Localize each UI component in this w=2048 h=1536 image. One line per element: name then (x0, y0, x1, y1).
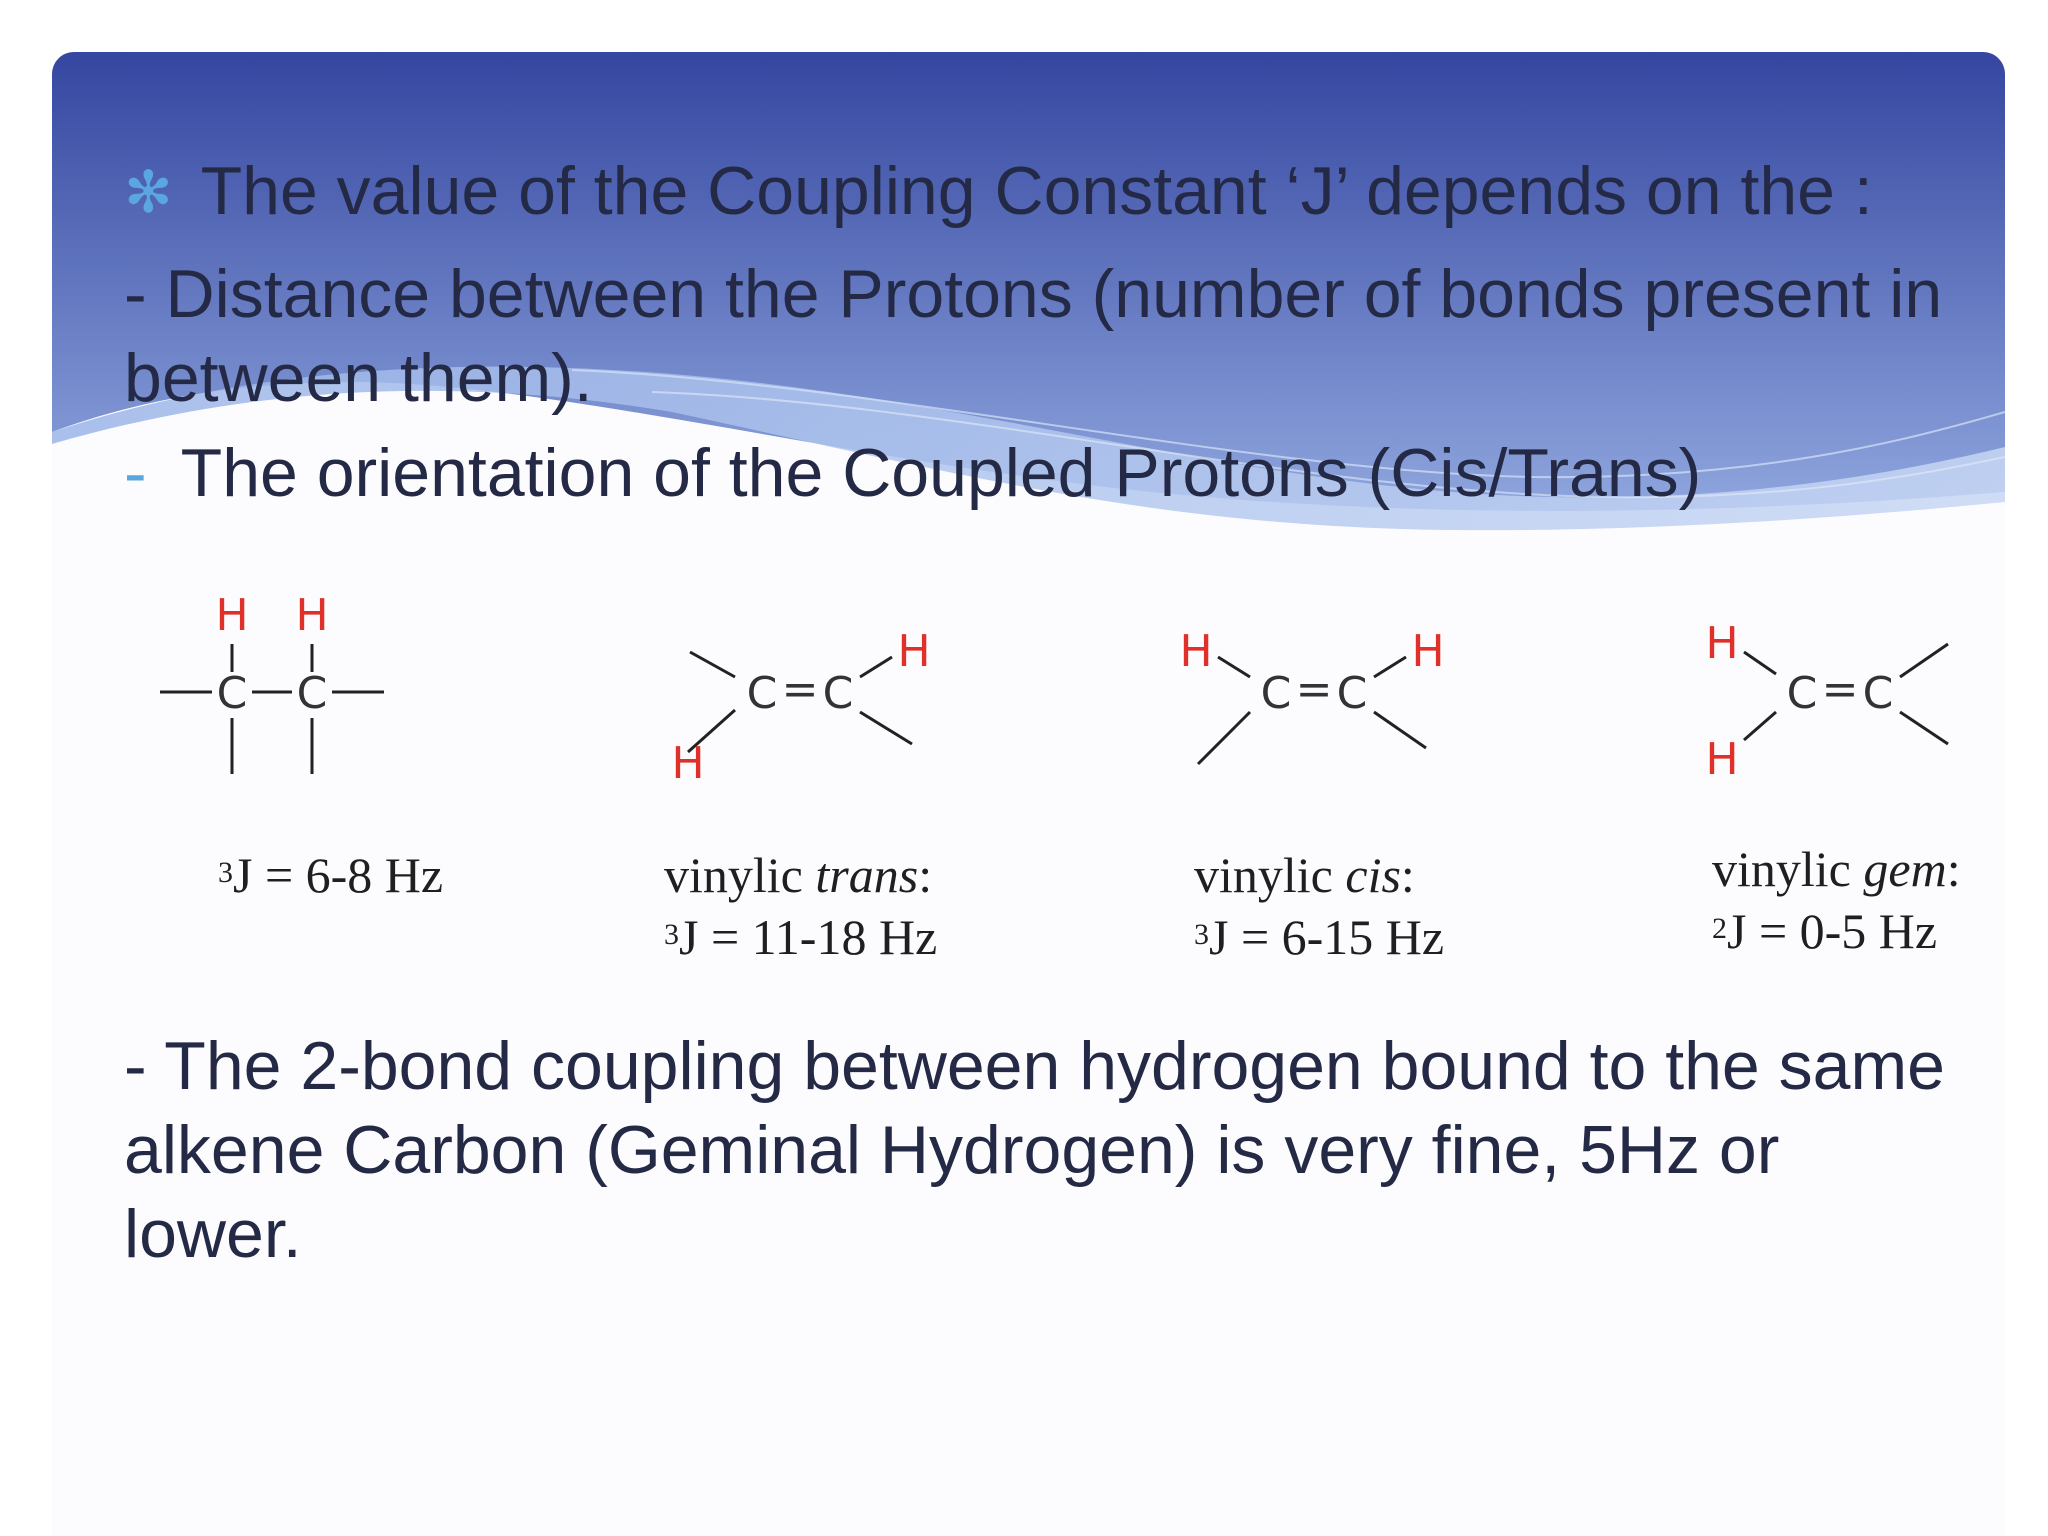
structure-gem (1705, 618, 1948, 785)
intro-text: The value of the Coupling Constant ‘J’ depends on the : (200, 153, 1873, 229)
atom-c: C (822, 668, 854, 719)
orientation-line (124, 434, 1701, 512)
atom-h: H (1179, 626, 1213, 677)
intro-line (124, 152, 1873, 230)
atom-h: H (295, 590, 329, 641)
atom-c: C (1862, 668, 1894, 719)
slide (52, 52, 2005, 1536)
structure-cis (1179, 626, 1444, 764)
structure-trans (671, 626, 930, 789)
atom-h: H (1411, 626, 1445, 677)
atom-c: C (216, 668, 248, 719)
double-bond: = (781, 664, 819, 715)
structures-svg (140, 552, 2005, 852)
coupling-figure (140, 552, 2005, 992)
caption-gem: vinylic gem: $^2$J = 0-5 Hz (1712, 841, 1961, 959)
atom-c: C (296, 668, 328, 719)
double-bond: = (1821, 664, 1859, 715)
caption-cis: vinylic cis: $^3$J = 6-15 Hz (1194, 847, 1445, 965)
atom-c: C (1260, 668, 1292, 719)
asterisk-bullet-icon: ✻ (124, 160, 173, 225)
caption-ethane: $^3$J = 6-8 Hz (218, 847, 444, 903)
atom-c: C (1336, 668, 1368, 719)
atom-c: C (1786, 668, 1818, 719)
orientation-point: The orientation of the Coupled Protons (Cis/Trans) (180, 435, 1702, 511)
caption-trans: vinylic trans: $^3$J = 11-18 Hz (664, 847, 938, 965)
geminal-point: - The 2-bond coupling between hydrogen bound to the same alkene Carbon (Geminal Hydrogen) is very fine, 5Hz or lower. (124, 1028, 1945, 1272)
atom-h: H (897, 626, 931, 677)
atom-c: C (746, 668, 778, 719)
distance-point: - Distance between the Protons (number of bonds present in between them). (124, 256, 1943, 416)
structure-ethane (160, 590, 384, 774)
atom-h: H (215, 590, 249, 641)
atom-h: H (1705, 618, 1739, 669)
atom-h: H (1705, 734, 1739, 785)
atom-h: H (671, 738, 705, 789)
dash-bullet-icon: - (124, 435, 147, 511)
double-bond: = (1295, 664, 1333, 715)
